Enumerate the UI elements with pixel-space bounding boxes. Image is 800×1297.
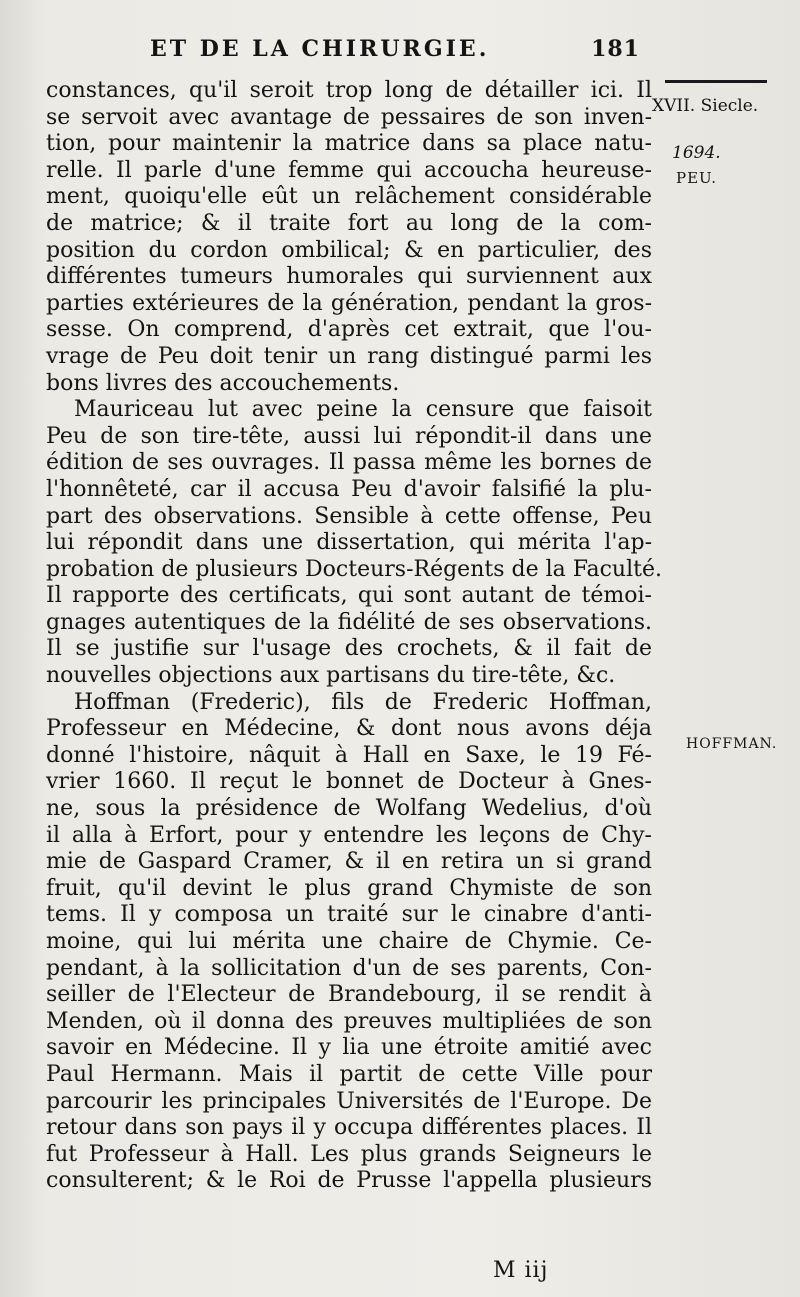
text-line: Professeur en Médecine, & dont nous avons déja xyxy=(46,716,652,742)
text-line: pendant, à la sollicitation d'un de ses parents, Con- xyxy=(46,955,652,981)
text-line: Il rapporte des certificats, qui sont autant de témoi- xyxy=(46,583,652,609)
running-head xyxy=(150,36,640,62)
text-line: mie de Gaspard Cramer, & il en retira un si grand xyxy=(46,849,652,875)
text-line: lui répondit dans une dissertation, qui mérita l'ap- xyxy=(46,530,652,556)
margin-century: XVII. Siecle. xyxy=(652,96,759,116)
text-line: savoir en Médecine. Il y lia une étroite amitié avec xyxy=(46,1035,652,1061)
text-line: bons livres des accouchements. xyxy=(46,370,400,396)
text-line: sesse. On comprend, d'après cet extrait, que l'ou- xyxy=(46,317,652,343)
text-line: parties extérieures de la génération, pendant la gros- xyxy=(46,290,652,316)
text-line: probation de plusieurs Docteurs-Régents de la Faculté. xyxy=(46,556,662,582)
signature-mark: M iij xyxy=(493,1258,549,1283)
text-line: édition de ses ouvrages. Il passa même les bornes de xyxy=(46,450,652,476)
text-line: fruit, qu'il devint le plus grand Chymiste de son xyxy=(46,875,652,901)
text-line: vrage de Peu doit tenir un rang distingué parmi les xyxy=(46,343,652,369)
text-line: l'honnêteté, car il accusa Peu d'avoir falsifié la plu- xyxy=(46,476,652,502)
margin-year: 1694. xyxy=(672,143,721,163)
text-line: Paul Hermann. Mais il partit de cette Ville pour xyxy=(46,1061,652,1087)
text-line: Il se justifie sur l'usage des crochets, & il fait de xyxy=(46,636,652,662)
text-line: donné l'histoire, nâquit à Hall en Saxe, le 19 Fé- xyxy=(46,742,652,768)
text-line: seiller de l'Electeur de Brandebourg, il se rendit à xyxy=(46,982,652,1008)
text-line: fut Professeur à Hall. Les plus grands Seigneurs le xyxy=(46,1141,652,1167)
margin-author-hoffman: HOFFMAN. xyxy=(686,736,778,752)
text-line: tion, pour maintenir la matrice dans sa place natu- xyxy=(46,131,652,157)
body-text xyxy=(46,78,662,1195)
text-line: de matrice; & il traite fort au long de la com- xyxy=(46,210,652,236)
margin-author-peu: PEU. xyxy=(676,169,718,187)
text-line: différentes tumeurs humorales qui surviennent aux xyxy=(46,264,652,290)
text-line: consulterent; & le Roi de Prusse l'appella plusieurs xyxy=(46,1168,652,1194)
text-line: part des observations. Sensible à cette offense, Peu xyxy=(46,503,652,529)
text-line: se servoit avec avantage de pessaires de son inven- xyxy=(46,104,652,130)
text-line: parcourir les principales Universités de l'Europe. De xyxy=(46,1088,652,1114)
text-line: Menden, où il donna des preuves multipliées de son xyxy=(46,1008,652,1034)
text-line: ment, quoiqu'elle eût un relâchement considérable xyxy=(46,184,652,210)
text-line: Mauriceau lut avec peine la censure que faisoit xyxy=(74,397,652,423)
text-line: ne, sous la présidence de Wolfang Wedelius, d'où xyxy=(46,796,652,822)
running-title: ET DE LA CHIRURGIE. xyxy=(150,36,490,62)
text-line: Hoffman (Frederic), fils de Frederic Hoffman, xyxy=(74,689,652,715)
text-line: Peu de son tire-tête, aussi lui répondit-il dans une xyxy=(46,423,652,449)
text-line: moine, qui lui mérita une chaire de Chymie. Ce- xyxy=(46,929,652,954)
page-number: 181 xyxy=(591,36,640,62)
text-line: tems. Il y composa un traité sur le cinabre d'anti- xyxy=(46,902,652,928)
text-line: nouvelles objections aux partisans du tire-tête, &c. xyxy=(46,663,616,689)
text-line: constances, qu'il seroit trop long de détailler ici. Il xyxy=(46,78,652,103)
margin-rule xyxy=(665,80,767,83)
text-line: retour dans son pays il y occupa différentes places. Il xyxy=(46,1115,652,1141)
text-line: relle. Il parle d'une femme qui accoucha heureuse- xyxy=(46,157,652,183)
text-line: gnages autentiques de la fidélité de ses observations. xyxy=(46,609,652,635)
text-line: position du cordon ombilical; & en particulier, des xyxy=(46,237,652,263)
text-line: il alla à Erfort, pour y entendre les leçons de Chy- xyxy=(46,822,652,848)
text-line: vrier 1660. Il reçut le bonnet de Docteur à Gnes- xyxy=(46,769,652,795)
